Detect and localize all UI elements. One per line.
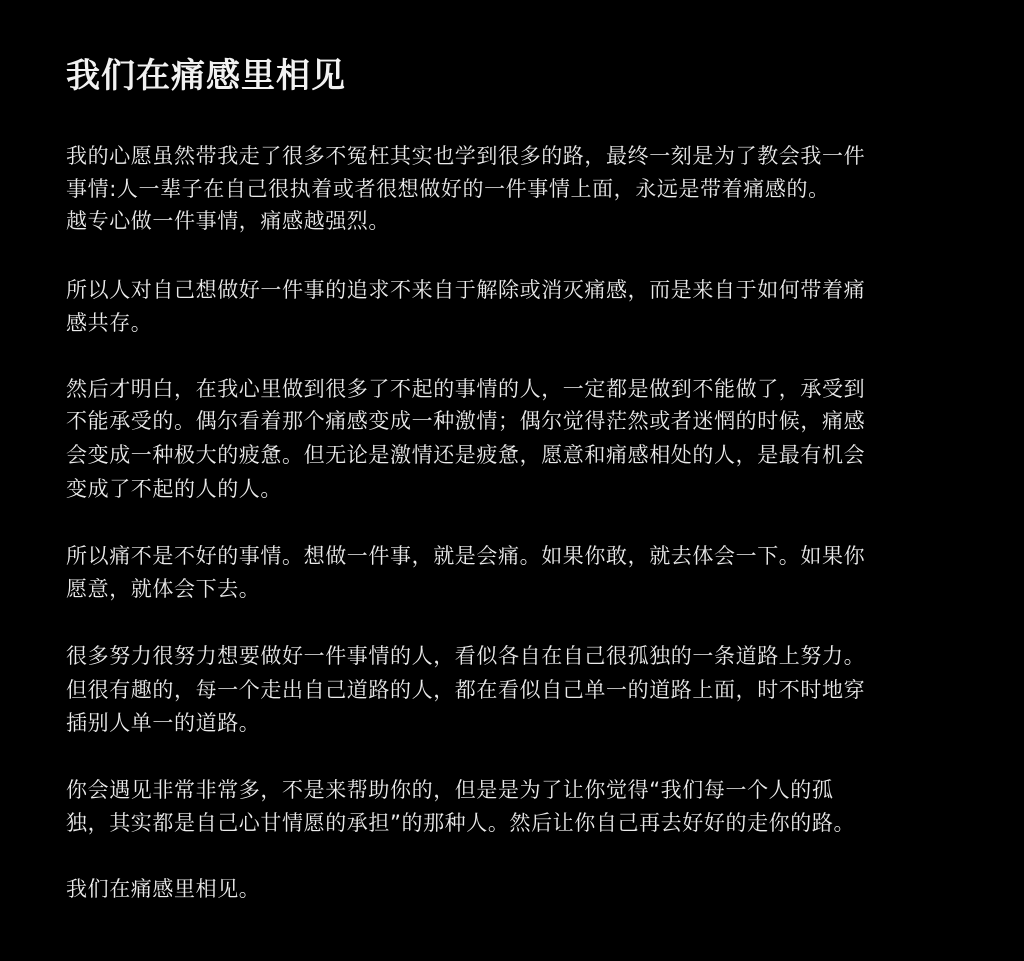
paragraph-5-line-1: 很多努力很努力想要做好一件事情的人，看似各自在自己很孤独的一条道路上努力。 xyxy=(66,644,866,668)
paragraph-4-line-1: 所以痛不是不好的事情。想做一件事，就是会痛。如果你敢，就去体会一下。如果你 xyxy=(66,544,866,568)
paragraph-3-line-3: 会变成一种极大的疲惫。但无论是激情还是疲惫，愿意和痛感相处的人，是最有机会 xyxy=(66,443,866,467)
paragraph-7-line-1: 我们在痛感里相见。 xyxy=(66,877,261,901)
paragraph-3-line-4: 变成了不起的人的人。 xyxy=(66,477,282,501)
paragraph-5-line-2: 但很有趣的，每一个走出自己道路的人，都在看似自己单一的道路上面，时不时地穿 xyxy=(66,678,866,702)
paragraph-1-line-2: 事情:人一辈子在自己很执着或者很想做好的一件事情上面，永远是带着痛感的。 xyxy=(66,177,830,201)
paragraph-2-line-2: 感共存。 xyxy=(66,311,153,335)
paragraph-2-line-1: 所以人对自己想做好一件事的追求不来自于解除或消灭痛感，而是来自于如何带着痛 xyxy=(66,278,866,302)
paragraph-6-line-1: 你会遇见非常非常多，不是来帮助你的，但是是为了让你觉得“我们每一个人的孤 xyxy=(66,778,834,802)
paragraph-1-line-3: 越专心做一件事情，痛感越强烈。 xyxy=(66,209,390,233)
paragraph-4-line-2: 愿意，就体会下去。 xyxy=(66,577,261,601)
paragraph-3-line-2: 不能承受的。偶尔看着那个痛感变成一种激情；偶尔觉得茫然或者迷惘的时候，痛感 xyxy=(66,409,866,433)
paragraph-3-line-1: 然后才明白，在我心里做到很多了不起的事情的人，一定都是做到不能做了，承受到 xyxy=(66,377,866,401)
paragraph-1-line-1: 我的心愿虽然带我走了很多不冤枉其实也学到很多的路，最终一刻是为了教会我一件 xyxy=(66,144,866,168)
paragraph-5-line-3: 插别人单一的道路。 xyxy=(66,711,261,735)
page-title: 我们在痛感里相见 xyxy=(66,56,346,96)
paragraph-6-line-2: 独，其实都是自己心甘情愿的承担”的那种人。然后让你自己再去好好的走你的路。 xyxy=(66,811,856,835)
